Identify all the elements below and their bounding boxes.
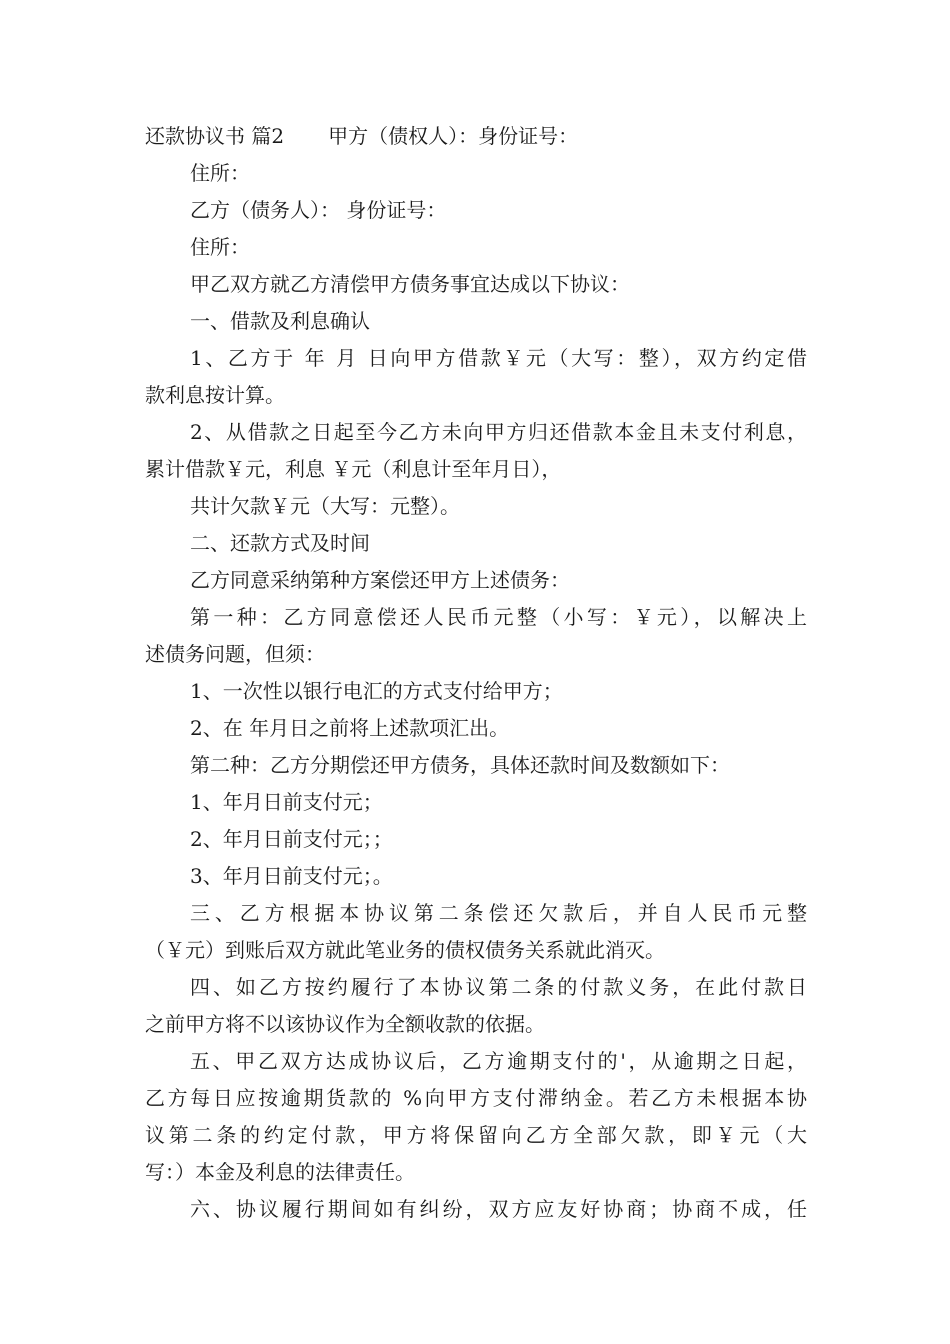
section-heading: 三、乙方根据本协议第二条偿还欠款后，并自人民币元整 [190, 901, 807, 925]
doc-line: 1、乙方于 年 月 日向甲方借款￥元（大写：整），双方约定借 [190, 346, 807, 370]
document-body [145, 118, 807, 1228]
doc-line: 1、年月日前支付元； [190, 790, 383, 814]
section-heading: 六、协议履行期间如有纠纷，双方应友好协商；协商不成，任 [190, 1197, 807, 1221]
doc-line: 乙方每日应按逾期货款的 %向甲方支付滞纳金。若乙方未根据本协 [145, 1086, 807, 1110]
doc-line: （￥元）到账后双方就此笔业务的债权债务关系就此消灭。 [145, 938, 665, 962]
doc-line: 住所： [190, 235, 250, 259]
doc-line: 累计借款￥元，利息 ￥元（利息计至年月日）， [145, 457, 562, 481]
doc-line: 之前甲方将不以该协议作为全额收款的依据。 [145, 1012, 545, 1036]
doc-line: 述债务问题，但须： [145, 642, 325, 666]
doc-line: 乙方同意采纳第种方案偿还甲方上述债务： [190, 568, 570, 592]
doc-line: 乙方（债务人）： 身份证号： [190, 198, 447, 222]
doc-line: 款利息按计算。 [145, 383, 285, 407]
section-heading: 五、甲乙双方达成协议后，乙方逾期支付的'，从逾期之日起， [190, 1049, 807, 1073]
document-title: 还款协议书 篇2 [145, 124, 285, 148]
doc-line: 第一种：乙方同意偿还人民币元整（小写：￥元），以解决上 [190, 605, 807, 629]
doc-line: 2、在 年月日之前将上述款项汇出。 [190, 716, 510, 740]
doc-line: 议第二条的约定付款，甲方将保留向乙方全部欠款，即￥元（大 [145, 1123, 807, 1147]
doc-line: 2、从借款之日起至今乙方未向甲方归还借款本金且未支付利息， [190, 420, 807, 444]
doc-line: 1、一次性以银行电汇的方式支付给甲方； [190, 679, 563, 703]
doc-line: 共计欠款￥元（大写：元整）。 [190, 494, 460, 518]
doc-line: 甲乙双方就乙方清偿甲方债务事宜达成以下协议： [190, 272, 630, 296]
doc-line: 第二种：乙方分期偿还甲方债务，具体还款时间及数额如下： [190, 753, 730, 777]
doc-line: 写：）本金及利息的法律责任。 [145, 1160, 415, 1184]
party-a-line: 甲方（债权人）：身份证号： [328, 124, 579, 148]
doc-line: 3、年月日前支付元；。 [190, 864, 393, 888]
doc-line-title [145, 118, 807, 155]
doc-line: 2、年月日前支付元；； [190, 827, 393, 851]
section-heading: 四、如乙方按约履行了本协议第二条的付款义务，在此付款日 [190, 975, 807, 999]
section-heading: 一、借款及利息确认 [190, 309, 370, 333]
section-heading: 二、还款方式及时间 [190, 531, 370, 555]
doc-line: 住所： [190, 161, 250, 185]
